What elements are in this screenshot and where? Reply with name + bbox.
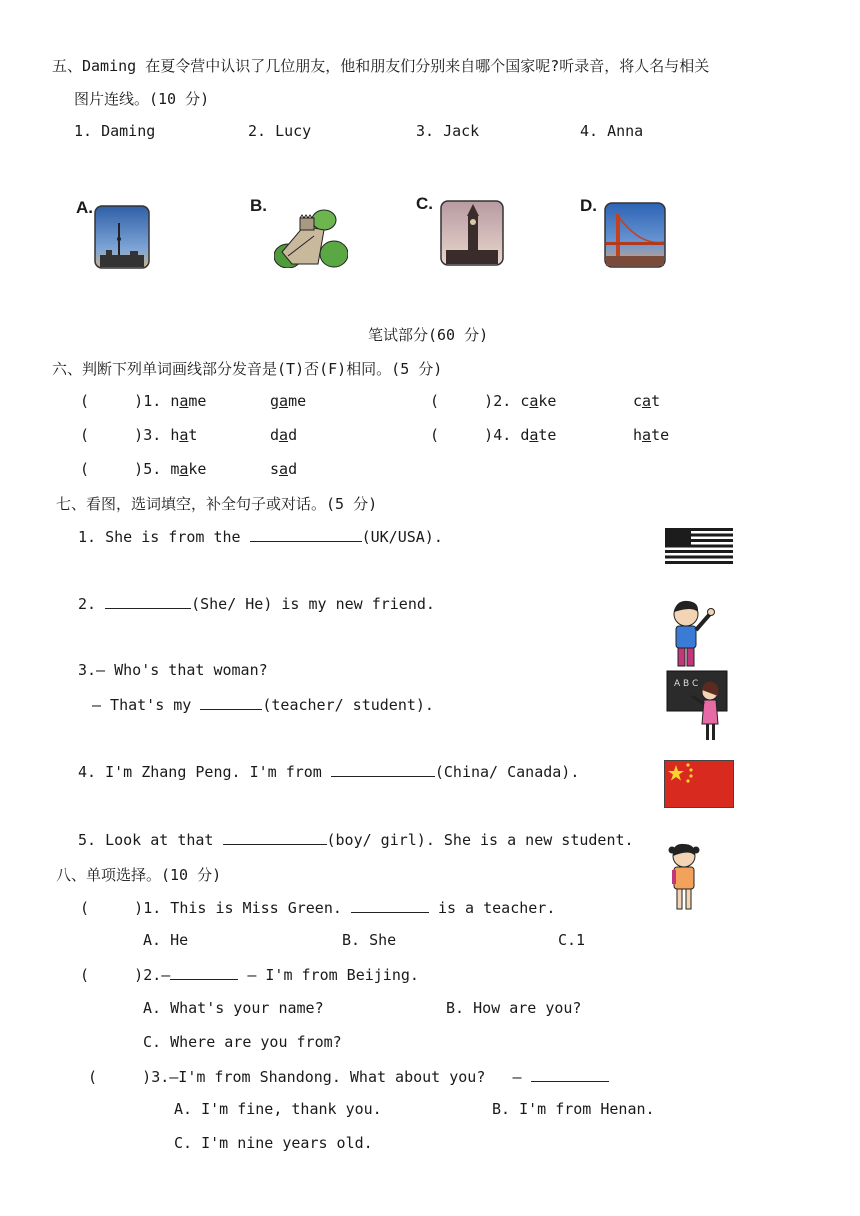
name-daming: 1. Daming: [74, 122, 156, 140]
fill-blank[interactable]: [351, 898, 429, 913]
fill-blank[interactable]: [223, 830, 327, 845]
answer-paren[interactable]: ( ): [80, 460, 144, 478]
s7-q4: 4. I'm Zhang Peng. I'm from (China/ Canada).: [78, 763, 580, 781]
answer-paren[interactable]: ( ): [80, 899, 144, 917]
s8-q2-option-b[interactable]: B. How are you?: [446, 999, 582, 1017]
s6-q5-word-b: sad: [270, 460, 298, 478]
golden-gate-bridge-icon: [604, 202, 666, 268]
fill-blank[interactable]: [250, 527, 362, 542]
s6-q4-word-b: hate: [633, 426, 670, 444]
answer-paren[interactable]: ( ): [430, 426, 494, 444]
answer-paren[interactable]: ( ): [88, 1068, 152, 1086]
s8-q3-option-a[interactable]: A. I'm fine, thank you.: [174, 1100, 382, 1118]
s7-q5: 5. Look at that (boy/ girl). She is a new student.: [78, 831, 634, 849]
fill-blank[interactable]: [331, 762, 435, 777]
s6-q1-word-b: game: [270, 392, 307, 410]
answer-paren[interactable]: ( ): [80, 426, 144, 444]
picture-c-label: C.: [416, 194, 433, 213]
s8-q1: ( )1. This is Miss Green. is a teacher.: [80, 899, 556, 917]
china-flag-icon: [664, 760, 734, 808]
name-jack: 3. Jack: [416, 122, 480, 140]
s6-q5: ( )5. make: [80, 460, 207, 478]
name-lucy: 2. Lucy: [248, 122, 312, 140]
s8-q3: ( )3.—I'm from Shandong. What about you? —: [88, 1067, 609, 1086]
svg-text:A B C: A B C: [674, 679, 699, 689]
great-wall-icon: [274, 206, 348, 268]
word-a: hat: [170, 426, 198, 444]
answer-paren[interactable]: ( ): [80, 392, 144, 410]
s7-q3-line1: 3.— Who's that woman?: [78, 661, 268, 679]
s8-q2: ( )2.— — I'm from Beijing.: [80, 966, 419, 984]
big-ben-icon: [440, 200, 504, 266]
s8-q3-option-c[interactable]: C. I'm nine years old.: [174, 1134, 373, 1152]
section-5-title-line2: 图片连线。(10 分): [74, 90, 210, 108]
picture-a-label: A.: [76, 198, 93, 217]
fill-blank[interactable]: [105, 594, 191, 609]
answer-paren[interactable]: ( ): [80, 966, 144, 984]
written-part-heading: 笔试部分(60 分): [368, 326, 489, 344]
s7-q3-line2: — That's my (teacher/ student).: [92, 696, 434, 714]
s6-q2: ( )2. cake: [430, 392, 557, 410]
boy-waving-icon: [666, 598, 718, 670]
usa-flag-icon: [665, 528, 733, 564]
word-a: date: [520, 426, 557, 444]
picture-b-label: B.: [250, 196, 267, 215]
s6-q4: ( )4. date: [430, 426, 557, 444]
teacher-blackboard-icon: [666, 670, 728, 744]
picture-a: [76, 198, 152, 274]
fill-blank[interactable]: [170, 965, 238, 980]
s7-q2: 2. (She/ He) is my new friend.: [78, 595, 435, 613]
s6-q2-word-b: cat: [633, 392, 661, 410]
s8-q2-option-c[interactable]: C. Where are you from?: [143, 1033, 342, 1051]
section-6-title: 六、判断下列单词画线部分发音是(T)否(F)相同。(5 分): [52, 360, 443, 378]
word-a: name: [170, 392, 207, 410]
fill-blank[interactable]: [200, 695, 262, 710]
section-5-title-line1: 五、Daming 在夏令营中认识了几位朋友，他和朋友们分别来自哪个国家呢?听录音，将人名与相关: [52, 57, 710, 75]
s8-q2-option-a[interactable]: A. What's your name?: [143, 999, 324, 1017]
s7-q1: 1. She is from the (UK/USA).: [78, 528, 443, 546]
s6-q3: ( )3. hat: [80, 426, 198, 444]
tower-city-icon: [94, 205, 150, 269]
s6-q1: ( )1. name: [80, 392, 207, 410]
word-a: make: [170, 460, 207, 478]
s8-q1-option-a[interactable]: A. He: [143, 931, 189, 949]
picture-b: [250, 196, 350, 272]
picture-d-label: D.: [580, 196, 597, 215]
section-7-title: 七、看图，选词填空，补全句子或对话。(5 分): [56, 495, 378, 513]
picture-c: [416, 194, 508, 270]
s6-q3-word-b: dad: [270, 426, 298, 444]
section-8-title: 八、单项选择。(10 分): [56, 866, 222, 884]
s8-q3-option-b[interactable]: B. I'm from Henan.: [492, 1100, 655, 1118]
word-a: cake: [520, 392, 557, 410]
s8-q1-option-b[interactable]: B. She: [342, 931, 397, 949]
girl-student-icon: [664, 840, 704, 914]
s8-q1-option-c[interactable]: C.1: [558, 931, 586, 949]
answer-paren[interactable]: ( ): [430, 392, 494, 410]
picture-d: [580, 196, 670, 272]
fill-blank[interactable]: [531, 1067, 609, 1082]
name-anna: 4. Anna: [580, 122, 644, 140]
